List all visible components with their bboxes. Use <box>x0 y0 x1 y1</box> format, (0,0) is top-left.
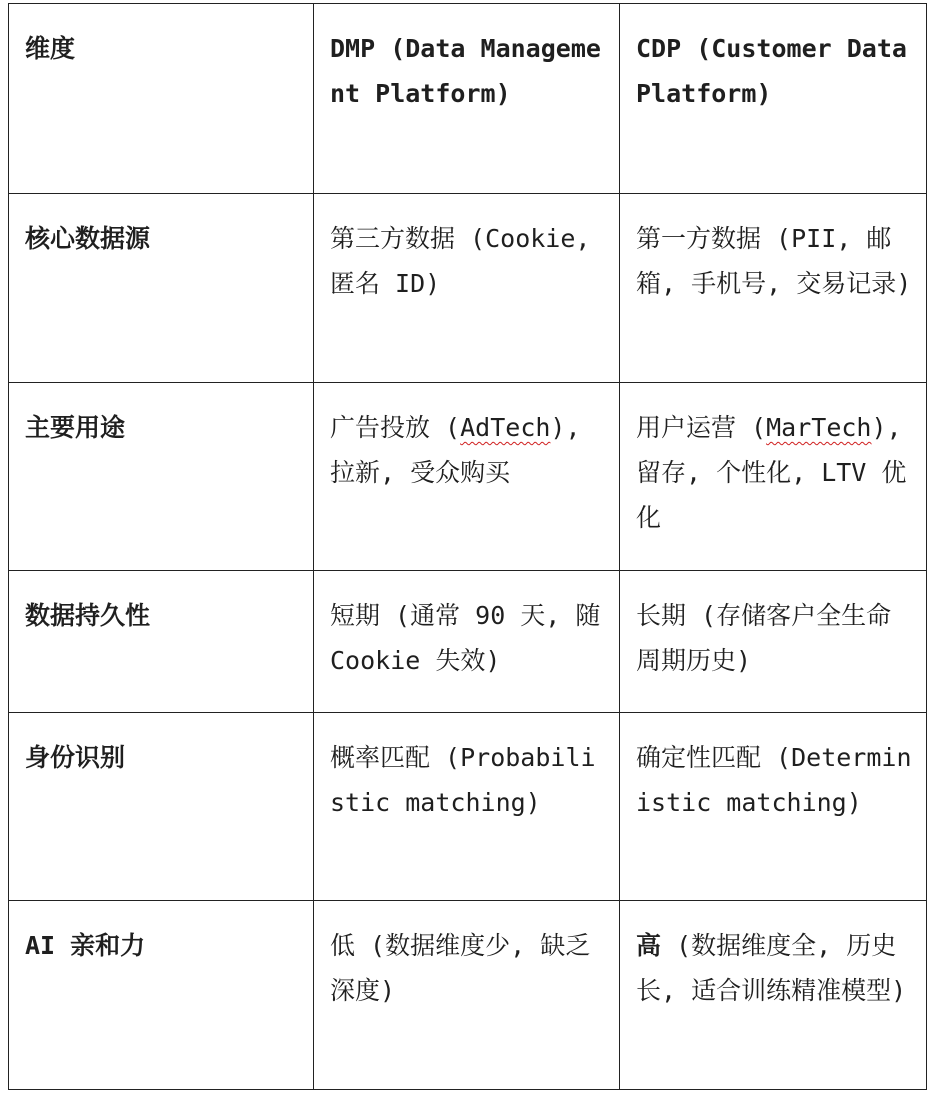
row-dimension-cell: 主要用途 <box>9 383 314 571</box>
cdp-cell-emphasis: 高 <box>636 931 662 960</box>
header-dimension: 维度 <box>9 4 314 194</box>
dmp-cell <box>314 383 620 571</box>
cdp-cell-text: ), 留存, 个性化, LTV 优化 <box>636 413 907 532</box>
table-row <box>9 383 927 571</box>
table-row <box>9 571 927 713</box>
dmp-cell: 概率匹配 (Probabilistic matching) <box>314 713 620 901</box>
cdp-cell: 长期 (存储客户全生命周期历史) <box>620 571 927 713</box>
row-dimension-cell: 数据持久性 <box>9 571 314 713</box>
cdp-cell-text: (数据维度全, 历史长, 适合训练精准模型) <box>636 931 907 1005</box>
dmp-cell-text: 广告投放 ( <box>330 413 461 442</box>
row-dimension-cell: 身份识别 <box>9 713 314 901</box>
comparison-table <box>8 3 927 1090</box>
dmp-cell: 低 (数据维度少, 缺乏深度) <box>314 901 620 1090</box>
cdp-cell <box>620 383 927 571</box>
row-dimension-cell: AI 亲和力 <box>9 901 314 1090</box>
cdp-cell <box>620 901 927 1090</box>
table-header-row <box>9 4 927 194</box>
dmp-cell: 短期 (通常 90 天, 随 Cookie 失效) <box>314 571 620 713</box>
cdp-cell-text: 用户运营 ( <box>636 413 767 442</box>
table-row <box>9 194 927 383</box>
cdp-cell: 确定性匹配 (Deterministic matching) <box>620 713 927 901</box>
header-dmp: DMP (Data Management Platform) <box>314 4 620 194</box>
dmp-cell-text: ), 拉新, 受众购买 <box>330 413 581 487</box>
table-row <box>9 901 927 1090</box>
cdp-cell: 第一方数据 (PII, 邮箱, 手机号, 交易记录) <box>620 194 927 383</box>
table-row <box>9 713 927 901</box>
dmp-cell: 第三方数据 (Cookie, 匿名 ID) <box>314 194 620 383</box>
row-dimension-cell: 核心数据源 <box>9 194 314 383</box>
header-cdp: CDP (Customer Data Platform) <box>620 4 927 194</box>
spellcheck-term: AdTech <box>460 413 551 442</box>
spellcheck-term: MarTech <box>766 413 872 442</box>
